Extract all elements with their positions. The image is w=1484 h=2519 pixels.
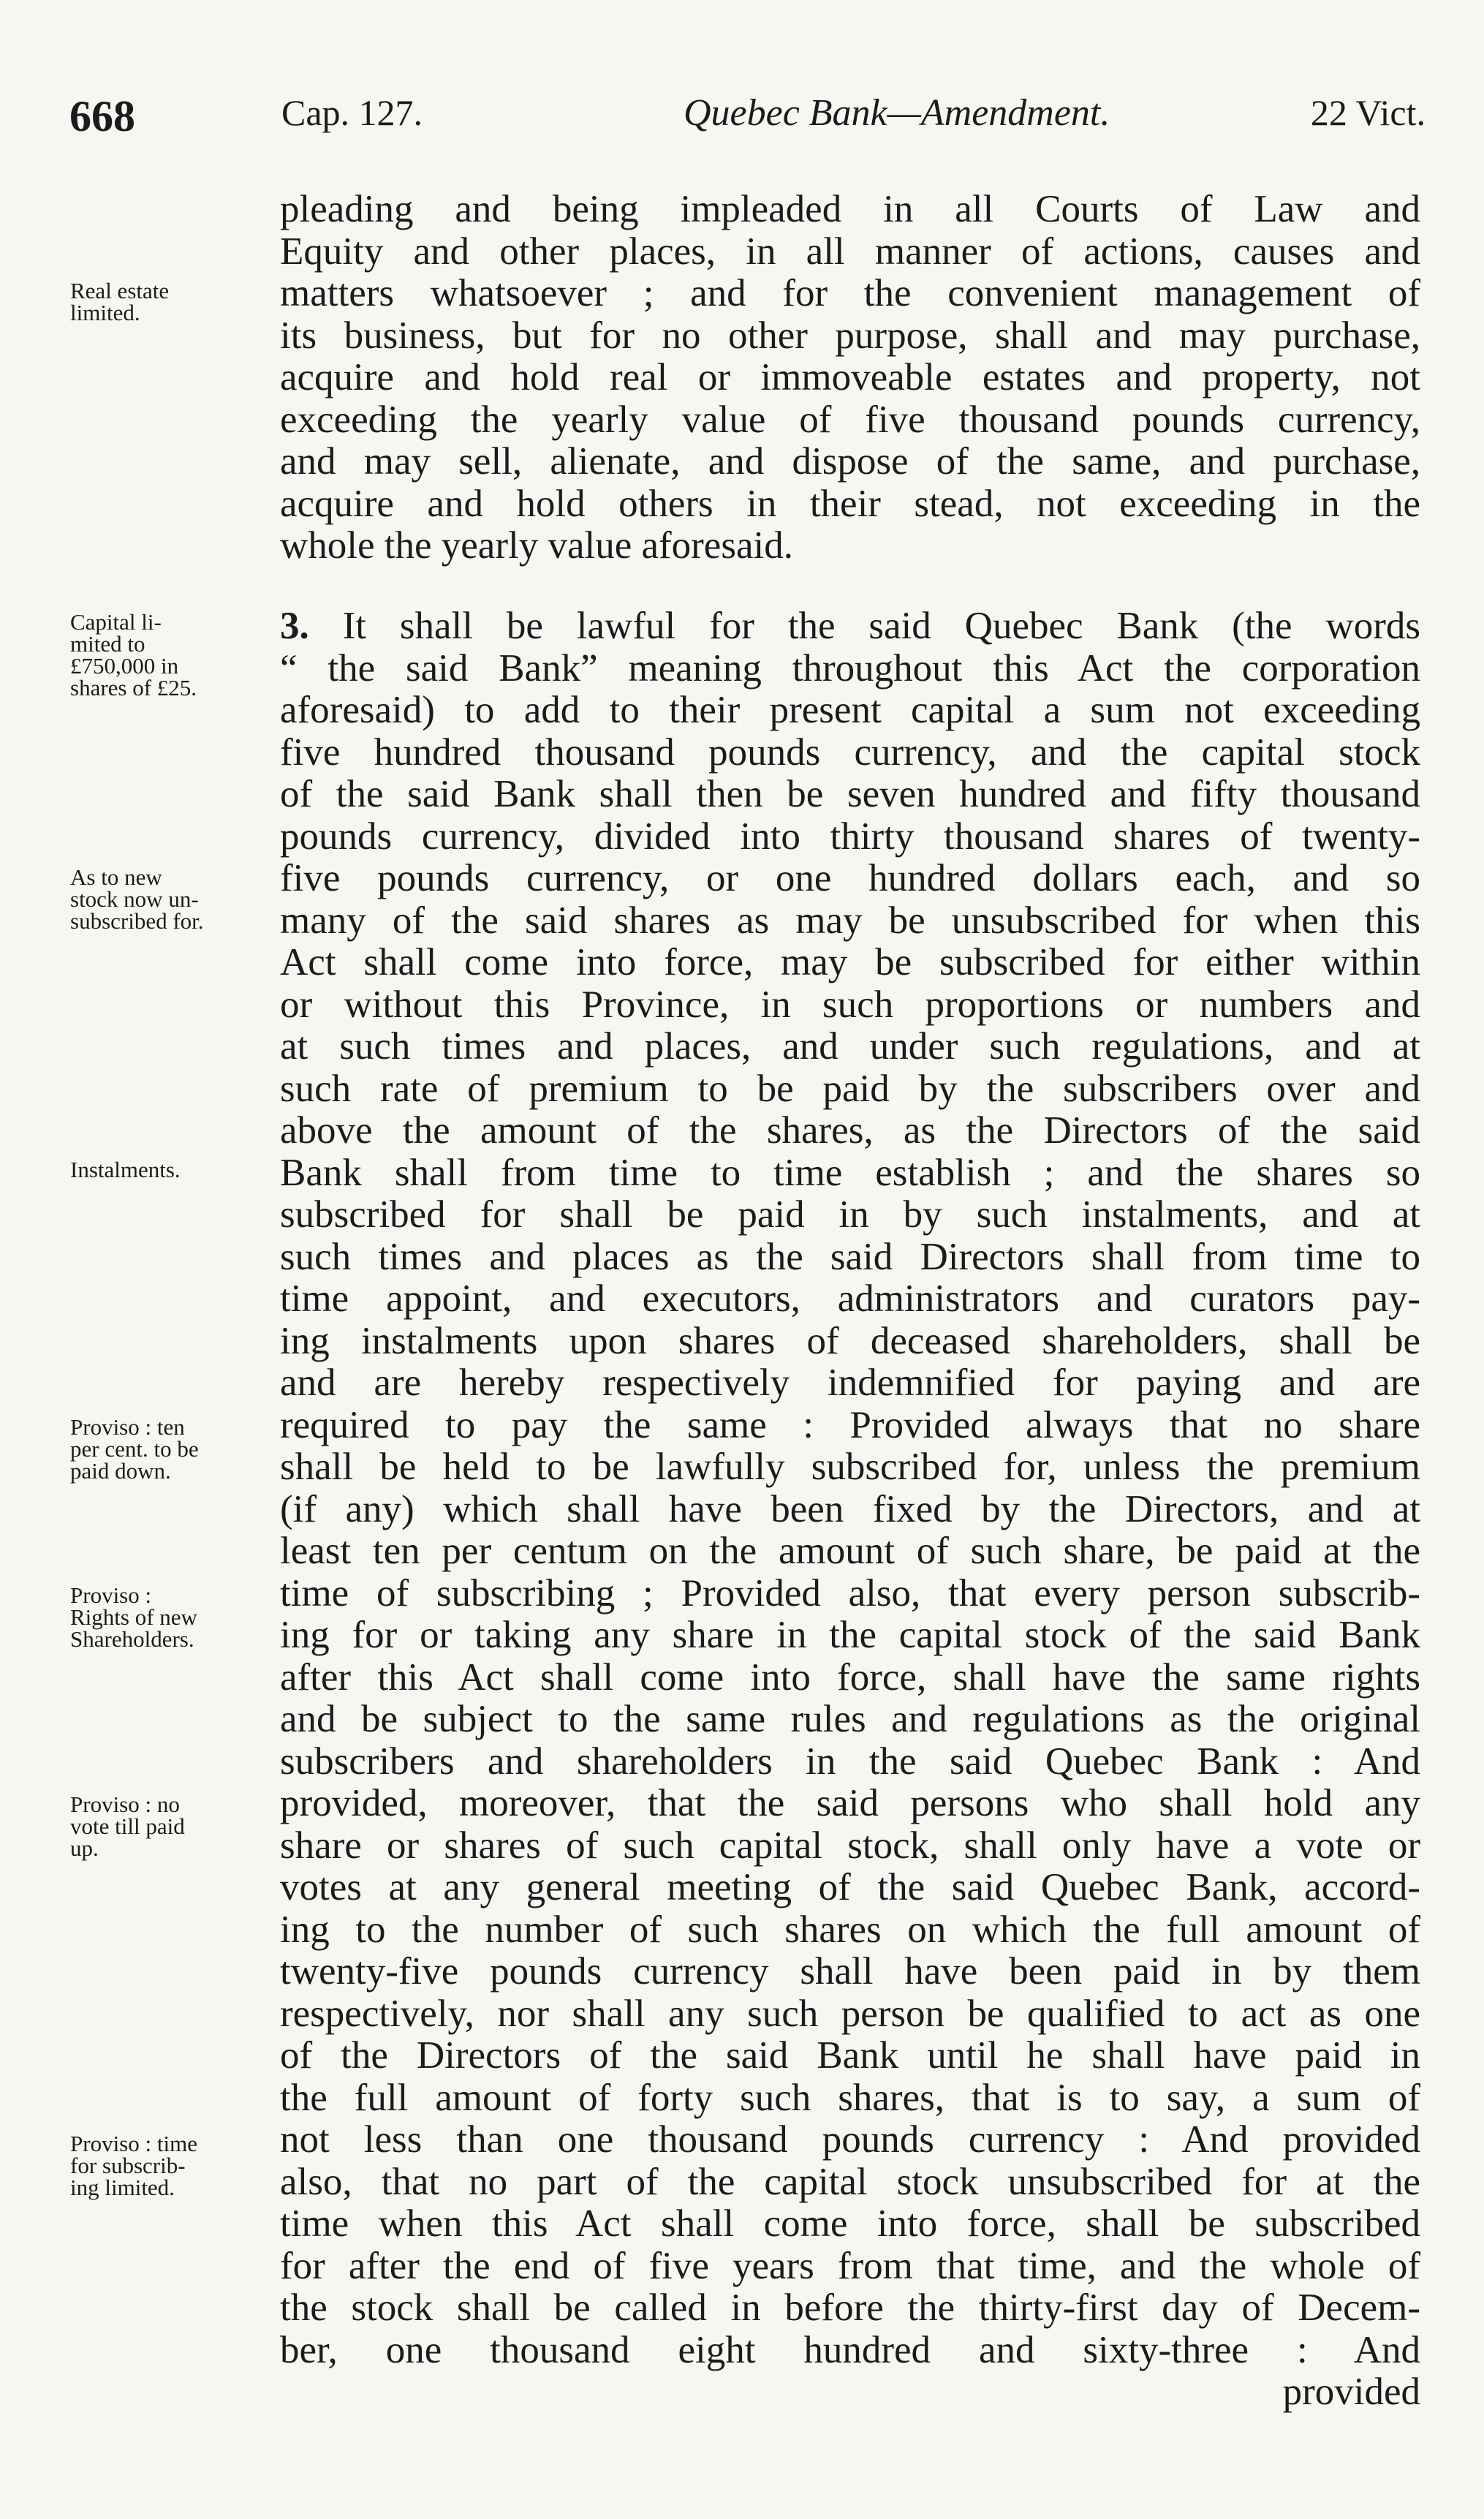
text-line: not less than one thousand pounds currency : And provided: [280, 2118, 1420, 2161]
text-line: aforesaid) to add to their present capital a sum not exceeding: [280, 689, 1420, 731]
margin-note-line: Capital li-: [70, 609, 162, 635]
text-line: and may sell, alienate, and dispose of the same, and purchase,: [280, 440, 1420, 483]
margin-note-line: up.: [70, 1835, 99, 1861]
running-title: Quebec Bank—Amendment.: [684, 92, 1110, 134]
text-line: of the said Bank shall then be seven hundred and fifty thousand: [280, 773, 1420, 815]
text-line: many of the said shares as may be unsubscribed for when this: [280, 899, 1420, 942]
margin-note-instalments: [70, 1159, 279, 1181]
text-line: at such times and places, and under such regulations, and at: [280, 1025, 1420, 1068]
margin-note-line: subscribed for.: [70, 908, 204, 934]
margin-note-line: Proviso : time: [70, 2131, 197, 2156]
text-line: time of subscribing ; Provided also, that every person subscrib-: [280, 1571, 1420, 1614]
margin-note-line: Rights of new: [70, 1604, 197, 1630]
section-3-first-line-text: It shall be lawful for the said Quebec Bank (the words: [342, 605, 1420, 647]
page-header: [69, 91, 1426, 150]
text-line: votes at any general meeting of the said Quebec Bank, accord-: [280, 1866, 1420, 1908]
page-number: 668: [69, 92, 135, 140]
text-line: Act shall come into force, may be subscribed for either within: [280, 941, 1420, 983]
text-line: and be subject to the same rules and regulations as the original: [280, 1698, 1420, 1740]
text-line: twenty-five pounds currency shall have been paid in by them: [280, 1950, 1420, 1993]
section-3-first-line: [280, 605, 1420, 648]
text-line: shall be held to be lawfully subscribed for, unless the premium: [280, 1446, 1420, 1488]
text-line: five pounds currency, or one hundred dollars each, and so: [280, 857, 1420, 899]
margin-note-line: limited.: [70, 300, 140, 325]
section-3: [280, 605, 1420, 2414]
text-line: matters whatsoever ; and for the convenient management of: [280, 272, 1420, 314]
text-line: respectively, nor shall any such person be qualified to act as one: [280, 1992, 1420, 2035]
text-line: for after the end of five years from that time, and the whole of: [280, 2244, 1420, 2287]
regnal-year: 22 Vict.: [1310, 92, 1426, 133]
margin-note-line: Shareholders.: [70, 1626, 194, 1652]
text-line: exceeding the yearly value of five thousand pounds currency,: [280, 398, 1420, 441]
text-line: required to pay the same : Provided always that no share: [280, 1403, 1420, 1446]
text-line: after this Act shall come into force, shall have the same rights: [280, 1655, 1420, 1699]
text-line: Equity and other places, in all manner of actions, causes and: [280, 230, 1420, 273]
text-line: such rate of premium to be paid by the subscribers over and: [280, 1067, 1420, 1110]
text-line: acquire and hold real or immoveable estates and property, not: [280, 356, 1420, 399]
text-line: subscribed for shall be paid in by such instalments, and at: [280, 1193, 1420, 1236]
margin-note-line: ing limited.: [70, 2175, 175, 2200]
text-line: subscribers and shareholders in the said Quebec Bank : And: [280, 1740, 1420, 1783]
margin-note-line: Proviso : ten: [70, 1414, 185, 1440]
margin-note-line: Proviso :: [70, 1582, 152, 1608]
section-number: 3.: [280, 605, 309, 647]
text-line: ing for or taking any share in the capital stock of the said Bank: [280, 1614, 1420, 1656]
margin-note-line: Proviso : no: [70, 1791, 180, 1817]
text-line: above the amount of the shares, as the Directors of the said: [280, 1109, 1420, 1152]
margin-note-line: Real estate: [70, 278, 170, 303]
paragraph-continuation: [280, 189, 1420, 567]
margin-note-line: stock now un-: [70, 886, 199, 912]
text-line: least ten per centum on the amount of such share, be paid at the: [280, 1530, 1420, 1572]
text-line: pleading and being impleaded in all Courts of Law and: [280, 188, 1420, 230]
margin-note-line: for subscrib-: [70, 2153, 186, 2178]
text-line: ing instalments upon shares of deceased shareholders, shall be: [280, 1319, 1420, 1362]
text-line: the stock shall be called in before the thirty-first day of Decem-: [280, 2286, 1420, 2329]
margin-note-rights-new: [70, 1582, 279, 1652]
text-line: ber, one thousand eight hundred and sixty-three : And: [280, 2328, 1420, 2371]
text-line: “ the said Bank” meaning throughout this Act the corporation: [280, 646, 1420, 690]
text-line: acquire and hold others in their stead, not exceeding in the: [280, 482, 1420, 525]
margin-note-line: mited to: [70, 631, 145, 657]
text-line: of the Directors of the said Bank until he shall have paid in: [280, 2034, 1420, 2077]
text-line: whole the yearly value aforesaid.: [280, 524, 793, 567]
text-line: ing to the number of such shares on which the full amount of: [280, 1908, 1420, 1951]
margin-note-real-estate: [70, 280, 279, 324]
margin-note-line: shares of £25.: [70, 675, 197, 700]
margin-note-line: per cent. to be: [70, 1436, 199, 1462]
margin-note-time-limited: [70, 2133, 279, 2199]
catchword: provided: [1282, 2371, 1420, 2413]
text-line: pounds currency, divided into thirty thousand shares of twenty-: [280, 815, 1420, 858]
text-line: its business, but for no other purpose, shall and may purchase,: [280, 314, 1420, 357]
text-line: Bank shall from time to time establish ; and the shares so: [280, 1151, 1420, 1194]
text-line: time when this Act shall come into force, shall be subscribed: [280, 2202, 1420, 2245]
margin-note-line: paid down.: [70, 1458, 171, 1484]
text-line: time appoint, and executors, administrators and curators pay-: [280, 1277, 1420, 1320]
margin-note-line: Instalments.: [70, 1157, 181, 1182]
margin-note-no-vote: [70, 1791, 279, 1861]
margin-note-line: vote till paid: [70, 1813, 185, 1839]
margin-note-ten-per-cent: [70, 1416, 279, 1482]
text-line: also, that no part of the capital stock unsubscribed for at the: [280, 2160, 1420, 2203]
margin-note-line: £750,000 in: [70, 653, 179, 679]
margin-note-line: As to new: [70, 864, 162, 890]
text-line: and are hereby respectively indemnified for paying and are: [280, 1362, 1420, 1404]
margin-note-capital-limited: [70, 611, 279, 699]
text-line: provided, moreover, that the said persons who shall hold any: [280, 1782, 1420, 1824]
margin-note-new-stock: [70, 866, 279, 932]
text-line: share or shares of such capital stock, shall only have a vote or: [280, 1824, 1420, 1867]
text-line: the full amount of forty such shares, that is to say, a sum of: [280, 2076, 1420, 2119]
text-line: such times and places as the said Directors shall from time to: [280, 1235, 1420, 1278]
text-line: or without this Province, in such proportions or numbers and: [280, 983, 1420, 1026]
chapter-label: Cap. 127.: [281, 92, 423, 133]
text-line: (if any) which shall have been fixed by the Directors, and at: [280, 1487, 1420, 1530]
text-line: five hundred thousand pounds currency, and the capital stock: [280, 730, 1420, 774]
